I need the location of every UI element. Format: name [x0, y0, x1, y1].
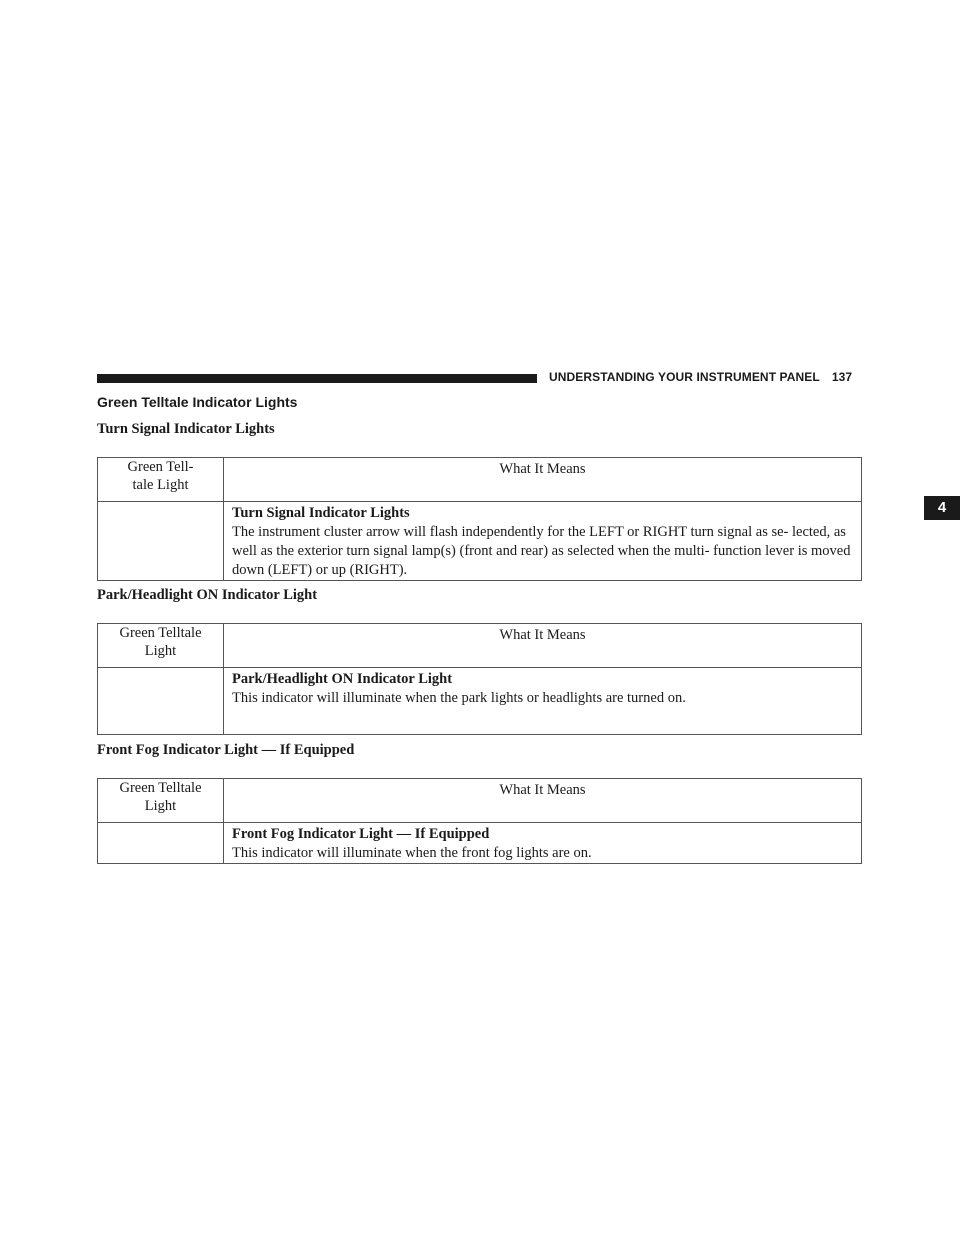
page-number: 137	[831, 370, 853, 384]
meaning-cell	[224, 823, 862, 864]
col-header-meaning: What It Means	[224, 779, 862, 823]
table-row	[98, 668, 862, 735]
col-header-telltale: Green Tell- tale Light	[98, 458, 224, 502]
col-header-meaning: What It Means	[224, 624, 862, 668]
running-header	[549, 370, 852, 384]
meaning-cell	[224, 668, 862, 735]
entry-title: Front Fog Indicator Light — If Equipped	[232, 826, 490, 842]
turn-signal-table	[97, 457, 862, 581]
col-header-telltale: Green Telltale Light	[98, 624, 224, 668]
telltale-icon-cell	[98, 823, 224, 864]
meaning-cell	[224, 502, 862, 581]
turn-signal-heading: Turn Signal Indicator Lights	[97, 421, 275, 437]
chapter-tab: 4	[924, 496, 960, 520]
section-title: Green Telltale Indicator Lights	[97, 394, 298, 410]
front-fog-table	[97, 778, 862, 864]
entry-title: Park/Headlight ON Indicator Light	[232, 671, 453, 687]
header-rule	[97, 374, 537, 383]
table-header-row	[98, 624, 862, 668]
telltale-icon-cell	[98, 668, 224, 735]
entry-text: This indicator will illuminate when the park lights or headlights are turned on.	[232, 690, 686, 706]
entry-text: This indicator will illuminate when the front fog lights are on.	[232, 845, 592, 861]
table-header-row	[98, 779, 862, 823]
park-headlight-heading: Park/Headlight ON Indicator Light	[97, 587, 318, 603]
entry-title: Turn Signal Indicator Lights	[232, 505, 410, 521]
park-headlight-table	[97, 623, 862, 735]
header-section-title: UNDERSTANDING YOUR INSTRUMENT PANEL	[549, 370, 820, 384]
telltale-icon-cell	[98, 502, 224, 581]
table-row	[98, 502, 862, 581]
table-header-row	[98, 458, 862, 502]
col-header-telltale: Green Telltale Light	[98, 779, 224, 823]
table-row	[98, 823, 862, 864]
front-fog-heading: Front Fog Indicator Light — If Equipped	[97, 742, 355, 758]
entry-text: The instrument cluster arrow will flash independently for the LEFT or RIGHT turn signal as se- lected, as well as the exterior turn signal lamp(s) (front and rear) as selected when the multi- function lever is moved down (LEFT) or up (RIGHT).	[232, 524, 851, 578]
col-header-meaning: What It Means	[224, 458, 862, 502]
